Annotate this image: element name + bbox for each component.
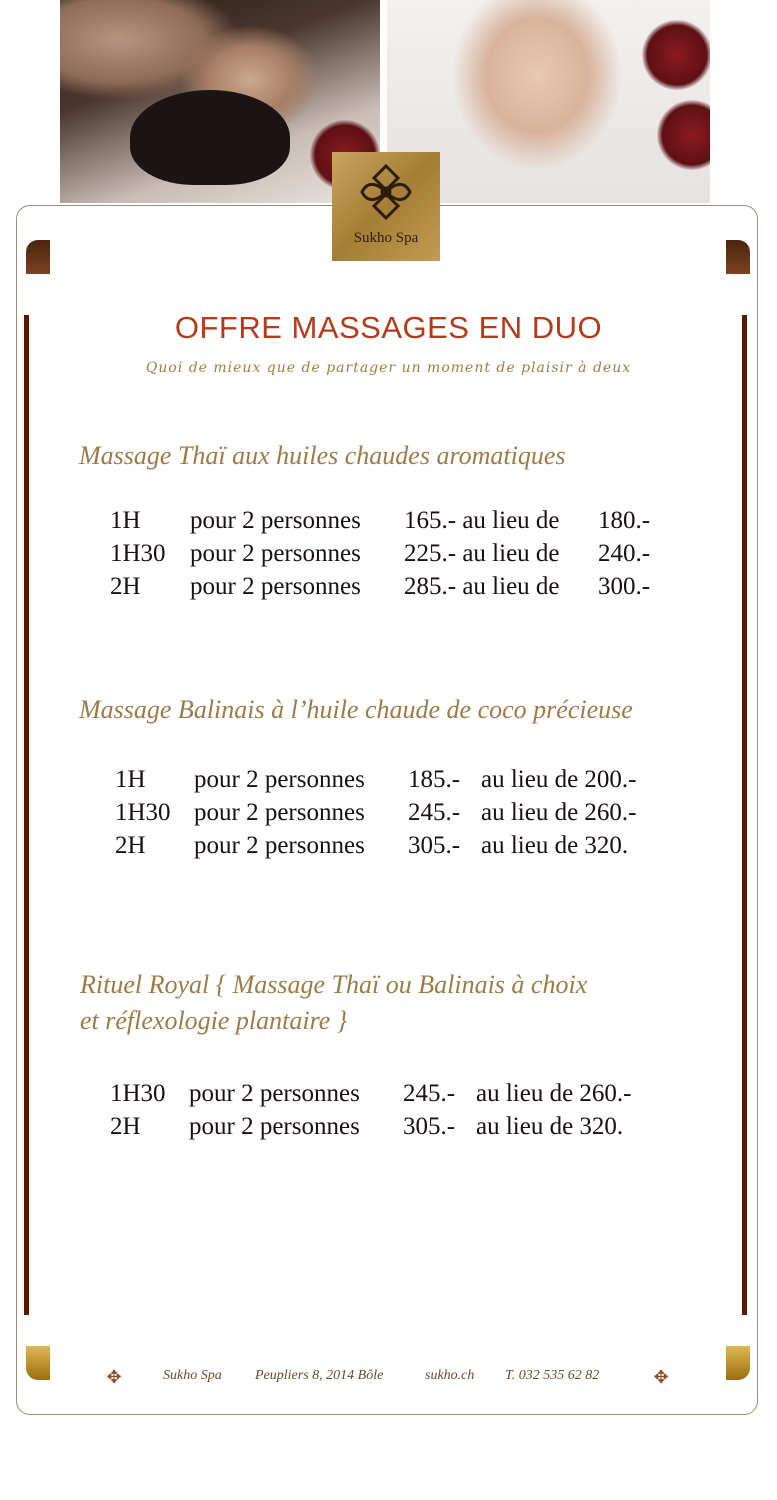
page-subtitle: Quoi de mieux que de partager un moment de plaisir à deux <box>145 360 632 376</box>
people: pour 2 personnes <box>194 799 365 826</box>
old-price: 180.- <box>598 507 651 534</box>
section-heading: Rituel Royal { Massage Thaï ou Balinais à choix <box>80 970 588 999</box>
people: pour 2 personnes <box>190 540 361 567</box>
logo-text: Sukho Spa <box>353 230 419 246</box>
duration: 1H30 <box>110 1080 166 1107</box>
corner-ornament-icon <box>26 1346 50 1380</box>
frame-rule-right <box>742 315 747 1315</box>
footer-website[interactable]: sukho.ch <box>425 1368 475 1383</box>
old-price: au lieu de 260.- <box>476 1080 632 1107</box>
duration: 2H <box>110 1113 141 1140</box>
price: 245.- <box>408 799 461 826</box>
price-row <box>110 1110 624 1280</box>
frame-rule-left <box>24 315 29 1315</box>
duration: 2H <box>110 573 141 600</box>
flower-ornament-icon: ✥ <box>106 1367 122 1387</box>
price: 185.- <box>408 766 461 793</box>
price: 305.- <box>403 1113 456 1140</box>
corner-ornament-icon <box>726 240 750 274</box>
price: 225.- au lieu de <box>404 540 560 567</box>
old-price: 300.- <box>598 573 651 600</box>
section-heading: Massage Thaï aux huiles chaudes aromatiques <box>79 441 566 470</box>
old-price: au lieu de 320. <box>481 832 629 859</box>
price: 305.- <box>408 832 461 859</box>
duration: 1H30 <box>110 540 166 567</box>
duration: 2H <box>115 832 146 859</box>
price: 285.- au lieu de <box>404 573 560 600</box>
old-price: 240.- <box>598 540 651 567</box>
duration: 1H <box>115 766 146 793</box>
footer-name: Sukho Spa <box>163 1368 222 1383</box>
corner-ornament-icon <box>26 240 50 274</box>
old-price: au lieu de 200.- <box>481 766 637 793</box>
page-title: OFFRE MASSAGES EN DUO <box>174 310 603 345</box>
duration: 1H <box>110 507 141 534</box>
old-price: au lieu de 260.- <box>481 799 637 826</box>
people: pour 2 personnes <box>190 507 361 534</box>
duration: 1H30 <box>115 799 171 826</box>
spa-logo <box>332 152 440 261</box>
ornament-emblem-icon <box>358 162 414 222</box>
footer-phone: T. 032 535 62 82 <box>505 1368 600 1383</box>
corner-ornament-icon <box>726 1346 750 1380</box>
footer-address: Peupliers 8, 2014 Bôle <box>255 1368 384 1383</box>
price: 165.- au lieu de <box>404 507 560 534</box>
section-heading-line2: et réflexologie plantaire } <box>80 1006 348 1035</box>
people: pour 2 personnes <box>194 766 365 793</box>
people: pour 2 personnes <box>194 832 365 859</box>
old-price: au lieu de 320. <box>476 1113 624 1140</box>
price: 245.- <box>403 1080 456 1107</box>
section-heading: Massage Balinais à l’huile chaude de coco précieuse <box>79 695 633 724</box>
people: pour 2 personnes <box>189 1080 360 1107</box>
flower-ornament-icon: ✥ <box>653 1367 669 1387</box>
people: pour 2 personnes <box>189 1113 360 1140</box>
people: pour 2 personnes <box>190 573 361 600</box>
